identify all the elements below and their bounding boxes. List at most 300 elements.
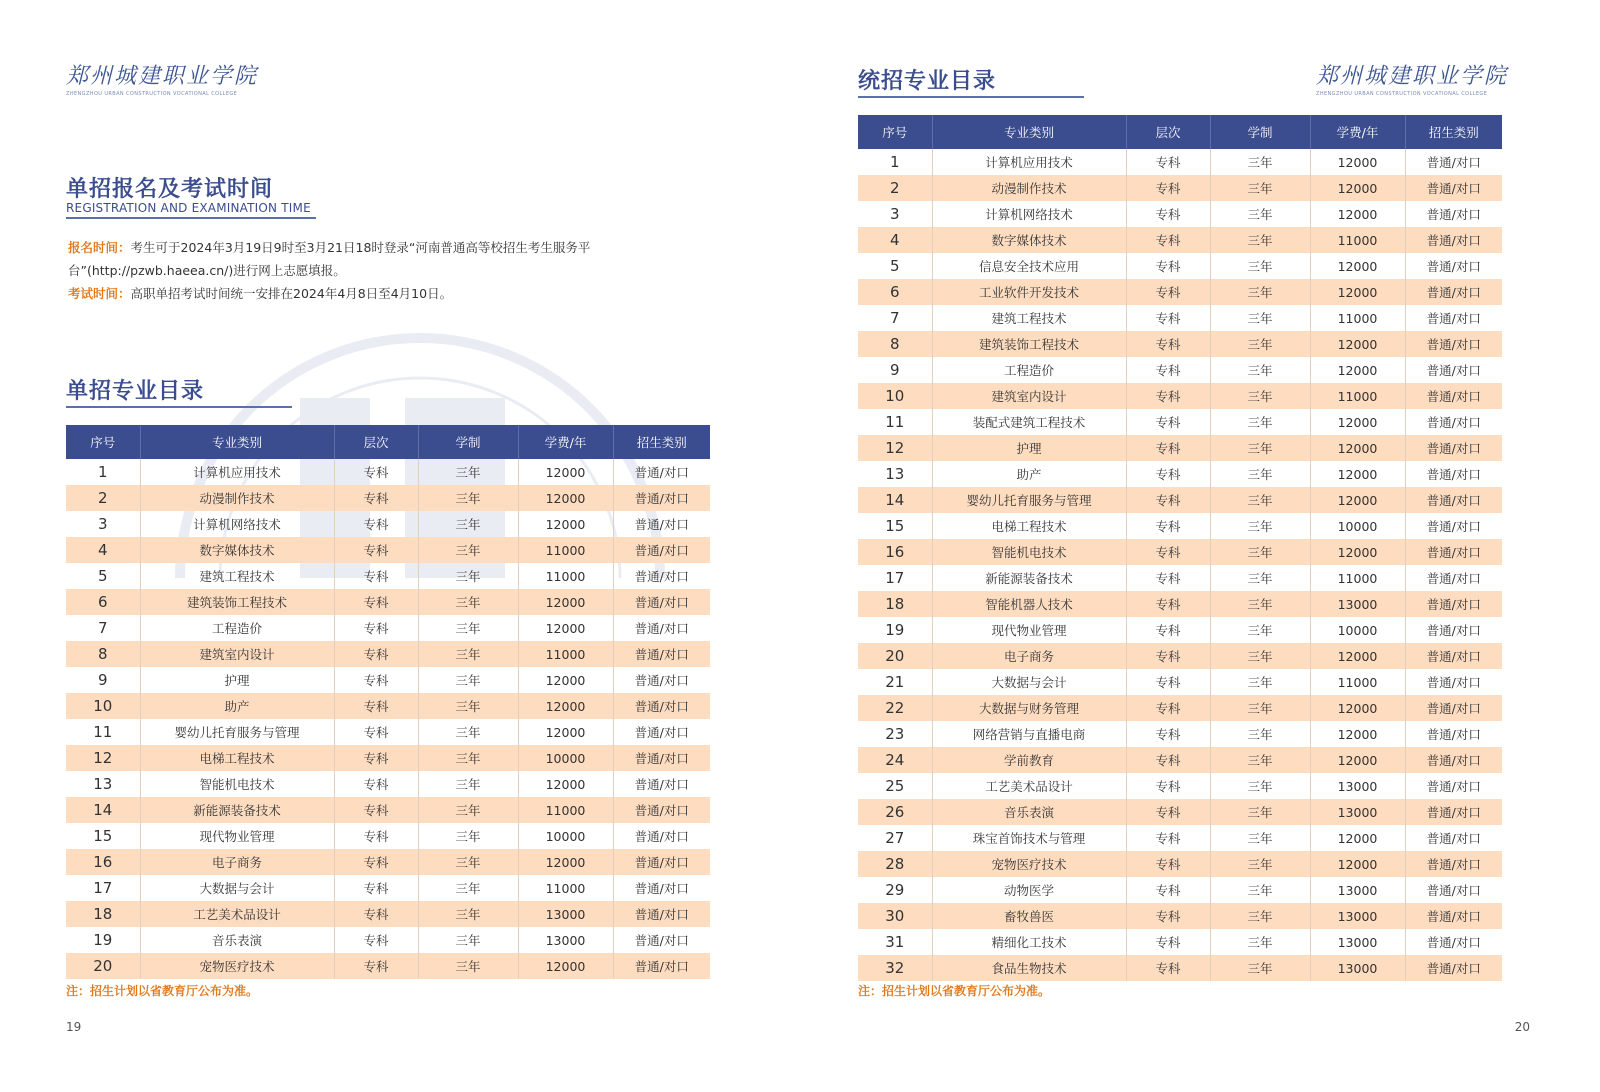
- table-cell: 12000: [518, 511, 613, 537]
- table-row: [66, 693, 710, 719]
- table-cell: 现代物业管理: [932, 617, 1126, 643]
- table-cell: 12000: [518, 589, 613, 615]
- table-cell: 13000: [518, 927, 613, 953]
- exam-time-text: 高职单招考试时间统一安排在2024年4月8日至4月10日。: [130, 286, 453, 301]
- table-row: [858, 487, 1502, 513]
- table-cell: 12000: [1310, 435, 1405, 461]
- table-cell: 11000: [1310, 669, 1405, 695]
- table-cell: 普通/对口: [1405, 955, 1502, 981]
- table-cell: 11000: [518, 641, 613, 667]
- table-cell: 12000: [1310, 331, 1405, 357]
- table-row: [66, 901, 710, 927]
- table-row: [858, 565, 1502, 591]
- table-cell: 普通/对口: [1405, 539, 1502, 565]
- table-cell: 22: [858, 695, 932, 721]
- table-cell: 宠物医疗技术: [932, 851, 1126, 877]
- table-cell: 普通/对口: [1426, 883, 1481, 898]
- table-cell: 专科: [1126, 617, 1210, 643]
- table-row: [66, 719, 710, 745]
- table-row: [66, 589, 710, 615]
- table-cell: 10000: [1310, 513, 1405, 539]
- table-cell: 专科: [1126, 539, 1210, 565]
- table-cell: 三年: [1210, 929, 1310, 955]
- exam-time: [68, 282, 728, 305]
- table-cell: 数字媒体技术: [932, 227, 1126, 253]
- table-row: [66, 511, 710, 537]
- table-cell: 专科: [1126, 773, 1210, 799]
- table-cell: 普通/对口: [1405, 903, 1502, 929]
- table-cell: 三年: [418, 771, 518, 797]
- table-cell: 珠宝首饰技术与管理: [932, 825, 1126, 851]
- table-cell: 18: [858, 591, 932, 617]
- table-cell: 12000: [1310, 487, 1405, 513]
- table-cell: 工程造价: [932, 357, 1126, 383]
- table-header-cell: 序号: [66, 425, 140, 459]
- single-enrollment-catalog-underline: [66, 406, 292, 408]
- table-cell: 4: [66, 537, 140, 563]
- table-cell: 普通/对口: [613, 797, 710, 823]
- table-cell: 普通/对口: [613, 641, 710, 667]
- table-cell: 三年: [418, 797, 518, 823]
- table-cell: 专科: [334, 667, 418, 693]
- table-cell: 三年: [418, 875, 518, 901]
- table-cell: 专科: [334, 459, 418, 485]
- table-cell: 音乐表演: [932, 799, 1126, 825]
- table-cell: 普通/对口: [1426, 207, 1481, 222]
- table-row: [66, 459, 710, 485]
- table-cell: 12000: [518, 459, 613, 485]
- table-cell: 专科: [1126, 409, 1210, 435]
- table-cell: 专科: [334, 901, 418, 927]
- table-row: [858, 253, 1502, 279]
- college-logo-text: 郑州城建职业学院: [1316, 64, 1509, 89]
- table-cell: 动漫制作技术: [140, 485, 334, 511]
- table-cell: 三年: [1210, 591, 1310, 617]
- table-cell: 专科: [334, 849, 418, 875]
- table-cell: 16: [858, 539, 932, 565]
- table-cell: 专科: [334, 875, 418, 901]
- table-cell: 普通/对口: [1405, 799, 1502, 825]
- table-cell: 智能机电技术: [932, 539, 1126, 565]
- table-cell: 2: [858, 175, 932, 201]
- table-cell: 7: [858, 305, 932, 331]
- table-cell: 11000: [1310, 383, 1405, 409]
- table-cell: 建筑装饰工程技术: [932, 331, 1126, 357]
- table-cell: 10: [858, 383, 932, 409]
- table-cell: 普通/对口: [1405, 695, 1502, 721]
- table-row: [858, 149, 1502, 175]
- table-cell: 专科: [1126, 149, 1210, 175]
- table-cell: 动物医学: [932, 877, 1126, 903]
- table-cell: 17: [66, 875, 140, 901]
- table-cell: 30: [858, 903, 932, 929]
- registration-info: [68, 236, 728, 305]
- table-cell: 普通/对口: [634, 673, 689, 688]
- table-cell: 三年: [1210, 201, 1310, 227]
- table-row: [66, 537, 710, 563]
- table-cell: 12000: [1310, 643, 1405, 669]
- single-enrollment-catalog-title: 单招专业目录: [66, 379, 205, 404]
- table-cell: 三年: [1210, 279, 1310, 305]
- table-cell: 三年: [418, 953, 518, 979]
- table-cell: 专科: [1126, 565, 1210, 591]
- table-cell: 三年: [418, 719, 518, 745]
- table-cell: 专科: [1126, 253, 1210, 279]
- table-cell: 27: [858, 825, 932, 851]
- table-header-cell: 招生类别: [1405, 115, 1502, 149]
- table-row: [858, 747, 1502, 773]
- table-cell: 信息安全技术应用: [932, 253, 1126, 279]
- table-cell: 宠物医疗技术: [140, 953, 334, 979]
- table-cell: 三年: [1210, 643, 1310, 669]
- table-cell: 13000: [1310, 773, 1405, 799]
- table-cell: 4: [858, 227, 932, 253]
- table-cell: 普通/对口: [1405, 487, 1502, 513]
- table-row: [858, 721, 1502, 747]
- table-cell: 三年: [418, 693, 518, 719]
- table-row: [858, 279, 1502, 305]
- table-cell: 三年: [418, 901, 518, 927]
- table-cell: 三年: [1210, 461, 1310, 487]
- table-cell: 普通/对口: [613, 849, 710, 875]
- table-cell: 13000: [1310, 955, 1405, 981]
- table-cell: 护理: [140, 667, 334, 693]
- table-row: [66, 953, 710, 979]
- table-cell: 12000: [1310, 695, 1405, 721]
- enrollment-note: 注：招生计划以省教育厅公布为准。: [858, 984, 1051, 998]
- table-cell: 音乐表演: [140, 927, 334, 953]
- table-cell: 29: [858, 877, 932, 903]
- table-cell: 普通/对口: [613, 485, 710, 511]
- table-cell: 7: [66, 615, 140, 641]
- table-cell: 普通/对口: [1405, 435, 1502, 461]
- table-cell: 专科: [1126, 643, 1210, 669]
- table-row: [66, 641, 710, 667]
- table-cell: 专科: [1126, 721, 1210, 747]
- table-cell: 三年: [1210, 435, 1310, 461]
- table-cell: 21: [858, 669, 932, 695]
- table-header-cell: 学费/年: [518, 425, 613, 459]
- table-cell: 12000: [1310, 461, 1405, 487]
- table-cell: 普通/对口: [1426, 623, 1481, 638]
- table-cell: 普通/对口: [1426, 935, 1481, 950]
- table-cell: 普通/对口: [634, 829, 689, 844]
- table-cell: 建筑装饰工程技术: [140, 589, 334, 615]
- table-row: [858, 461, 1502, 487]
- table-cell: 12000: [518, 771, 613, 797]
- enrollment-note: 注：招生计划以省教育厅公布为准。: [66, 984, 259, 998]
- table-cell: 护理: [932, 435, 1126, 461]
- table-cell: 普通/对口: [1405, 851, 1502, 877]
- table-cell: 建筑工程技术: [140, 563, 334, 589]
- table-row: [858, 513, 1502, 539]
- table-cell: 三年: [418, 849, 518, 875]
- table-cell: 12000: [1310, 851, 1405, 877]
- table-cell: 智能机电技术: [140, 771, 334, 797]
- table-cell: 大数据与财务管理: [932, 695, 1126, 721]
- table-cell: 三年: [1210, 409, 1310, 435]
- table-cell: 13000: [1310, 591, 1405, 617]
- table-cell: 专科: [1126, 357, 1210, 383]
- table-cell: 三年: [418, 667, 518, 693]
- table-row: [858, 929, 1502, 955]
- table-cell: 12000: [1310, 201, 1405, 227]
- table-cell: 11000: [518, 875, 613, 901]
- table-cell: 动漫制作技术: [932, 175, 1126, 201]
- table-cell: 三年: [1210, 383, 1310, 409]
- table-cell: 三年: [1210, 227, 1310, 253]
- table-cell: 普通/对口: [634, 881, 689, 896]
- table-cell: 三年: [1210, 799, 1310, 825]
- table-cell: 三年: [1210, 253, 1310, 279]
- table-cell: 普通/对口: [1405, 383, 1502, 409]
- table-row: [858, 643, 1502, 669]
- registration-title: 单招报名及考试时间: [66, 177, 274, 202]
- single-enrollment-catalog-table: [66, 425, 710, 979]
- table-cell: 普通/对口: [1426, 467, 1481, 482]
- table-cell: 新能源装备技术: [140, 797, 334, 823]
- table-cell: 普通/对口: [613, 953, 710, 979]
- table-cell: 计算机网络技术: [932, 201, 1126, 227]
- table-cell: 食品生物技术: [932, 955, 1126, 981]
- table-cell: 专科: [334, 927, 418, 953]
- table-cell: 专科: [1126, 825, 1210, 851]
- table-cell: 三年: [1210, 539, 1310, 565]
- table-header-cell: 学费/年: [1310, 115, 1405, 149]
- table-cell: 专科: [1126, 461, 1210, 487]
- table-cell: 普通/对口: [634, 517, 689, 532]
- table-cell: 建筑室内设计: [140, 641, 334, 667]
- table-cell: 12000: [1310, 357, 1405, 383]
- table-cell: 工业软件开发技术: [932, 279, 1126, 305]
- table-cell: 12000: [518, 719, 613, 745]
- table-cell: 三年: [1210, 513, 1310, 539]
- table-cell: 专科: [334, 615, 418, 641]
- table-cell: 普通/对口: [1405, 279, 1502, 305]
- table-cell: 三年: [1210, 773, 1310, 799]
- table-cell: 10: [66, 693, 140, 719]
- table-cell: 普通/对口: [1405, 175, 1502, 201]
- table-cell: 普通/对口: [634, 725, 689, 740]
- table-cell: 12000: [518, 485, 613, 511]
- table-cell: 专科: [1126, 695, 1210, 721]
- table-row: [858, 669, 1502, 695]
- table-cell: 6: [66, 589, 140, 615]
- table-cell: 2: [66, 485, 140, 511]
- table-cell: 5: [858, 253, 932, 279]
- table-cell: 12000: [1310, 825, 1405, 851]
- table-cell: 电子商务: [932, 643, 1126, 669]
- table-cell: 大数据与会计: [932, 669, 1126, 695]
- table-cell: 9: [66, 667, 140, 693]
- table-cell: 三年: [418, 589, 518, 615]
- table-cell: 20: [66, 953, 140, 979]
- table-cell: 三年: [418, 459, 518, 485]
- table-cell: 三年: [418, 823, 518, 849]
- page-number: 20: [1514, 1020, 1530, 1034]
- table-cell: 普通/对口: [1405, 747, 1502, 773]
- table-cell: 畜牧兽医: [932, 903, 1126, 929]
- unified-enrollment-catalog-table: [858, 115, 1502, 981]
- table-cell: 专科: [1126, 513, 1210, 539]
- table-row: [858, 227, 1502, 253]
- table-cell: 专科: [1126, 591, 1210, 617]
- table-cell: 专科: [334, 563, 418, 589]
- table-cell: 三年: [1210, 825, 1310, 851]
- table-cell: 15: [858, 513, 932, 539]
- table-row: [66, 485, 710, 511]
- table-cell: 三年: [1210, 617, 1310, 643]
- table-cell: 3: [858, 201, 932, 227]
- table-cell: 11: [66, 719, 140, 745]
- table-cell: 装配式建筑工程技术: [932, 409, 1126, 435]
- table-cell: 专科: [334, 719, 418, 745]
- table-cell: 10000: [1310, 617, 1405, 643]
- table-cell: 12000: [1310, 253, 1405, 279]
- table-cell: 13: [858, 461, 932, 487]
- table-cell: 12000: [518, 953, 613, 979]
- table-cell: 网络营销与直播电商: [932, 721, 1126, 747]
- table-row: [858, 357, 1502, 383]
- table-header-cell: 学制: [1210, 115, 1310, 149]
- table-row: [858, 773, 1502, 799]
- table-cell: 14: [858, 487, 932, 513]
- table-cell: 计算机应用技术: [932, 149, 1126, 175]
- table-cell: 普通/对口: [1426, 727, 1481, 742]
- table-cell: 专科: [1126, 331, 1210, 357]
- table-header-cell: 专业类别: [932, 115, 1126, 149]
- registration-time-label: 报名时间：: [68, 240, 131, 255]
- table-cell: 12: [66, 745, 140, 771]
- table-cell: 建筑工程技术: [932, 305, 1126, 331]
- table-cell: 三年: [1210, 955, 1310, 981]
- table-cell: 专科: [1126, 227, 1210, 253]
- table-cell: 现代物业管理: [140, 823, 334, 849]
- table-cell: 普通/对口: [1426, 519, 1481, 534]
- table-header-cell: 专业类别: [140, 425, 334, 459]
- table-cell: 工艺美术品设计: [932, 773, 1126, 799]
- table-cell: 电梯工程技术: [932, 513, 1126, 539]
- table-cell: 普通/对口: [634, 621, 689, 636]
- table-cell: 13000: [518, 901, 613, 927]
- table-cell: 专科: [334, 771, 418, 797]
- table-cell: 三年: [418, 615, 518, 641]
- table-cell: 11: [858, 409, 932, 435]
- table-cell: 三年: [418, 927, 518, 953]
- table-cell: 11000: [1310, 227, 1405, 253]
- table-cell: 20: [858, 643, 932, 669]
- table-cell: 专科: [1126, 435, 1210, 461]
- table-cell: 计算机网络技术: [140, 511, 334, 537]
- table-row: [66, 823, 710, 849]
- table-cell: 专科: [1126, 279, 1210, 305]
- table-cell: 14: [66, 797, 140, 823]
- table-cell: 12000: [1310, 175, 1405, 201]
- table-cell: 11000: [1310, 305, 1405, 331]
- table-header-cell: 层次: [1126, 115, 1210, 149]
- college-logo-text: 郑州城建职业学院: [66, 64, 259, 89]
- table-row: [66, 563, 710, 589]
- table-cell: 专科: [1126, 175, 1210, 201]
- table-row: [66, 797, 710, 823]
- table-cell: 12000: [1310, 539, 1405, 565]
- table-row: [858, 539, 1502, 565]
- table-cell: 11000: [1310, 565, 1405, 591]
- table-row: [858, 799, 1502, 825]
- table-cell: 三年: [1210, 695, 1310, 721]
- table-cell: 电梯工程技术: [140, 745, 334, 771]
- table-cell: 三年: [1210, 305, 1310, 331]
- table-cell: 学前教育: [932, 747, 1126, 773]
- table-cell: 25: [858, 773, 932, 799]
- table-cell: 普通/对口: [1426, 831, 1481, 846]
- table-cell: 三年: [418, 511, 518, 537]
- table-header-cell: 层次: [334, 425, 418, 459]
- table-cell: 专科: [1126, 201, 1210, 227]
- table-cell: 专科: [1126, 929, 1210, 955]
- table-cell: 三年: [1210, 565, 1310, 591]
- table-cell: 11000: [518, 537, 613, 563]
- table-cell: 9: [858, 357, 932, 383]
- table-cell: 普通/对口: [1426, 363, 1481, 378]
- table-cell: 专科: [1126, 799, 1210, 825]
- table-row: [858, 695, 1502, 721]
- table-cell: 三年: [1210, 487, 1310, 513]
- table-cell: 三年: [1210, 851, 1310, 877]
- college-logo: [66, 64, 259, 104]
- table-row: [858, 591, 1502, 617]
- table-cell: 普通/对口: [613, 901, 710, 927]
- table-cell: 普通/对口: [634, 569, 689, 584]
- table-row: [858, 851, 1502, 877]
- table-cell: 12000: [518, 849, 613, 875]
- table-cell: 助产: [140, 693, 334, 719]
- table-row: [858, 383, 1502, 409]
- table-cell: 1: [66, 459, 140, 485]
- table-row: [858, 955, 1502, 981]
- table-cell: 三年: [1210, 175, 1310, 201]
- table-cell: 三年: [418, 563, 518, 589]
- table-cell: 普通/对口: [1426, 155, 1481, 170]
- table-cell: 24: [858, 747, 932, 773]
- table-row: [858, 617, 1502, 643]
- table-cell: 11000: [518, 563, 613, 589]
- table-cell: 三年: [1210, 669, 1310, 695]
- table-row: [858, 331, 1502, 357]
- registration-time-text: 考生可于2024年3月19日9时至3月21日18时登录“河南普通高等校招生考生服务平台”(http://pzwb.haeea.cn/)进行网上志愿填报。: [68, 240, 591, 278]
- table-cell: 工程造价: [140, 615, 334, 641]
- table-cell: 精细化工技术: [932, 929, 1126, 955]
- table-cell: 专科: [1126, 383, 1210, 409]
- table-row: [66, 667, 710, 693]
- table-cell: 普通/对口: [1426, 259, 1481, 274]
- table-cell: 11000: [518, 797, 613, 823]
- table-cell: 普通/对口: [613, 745, 710, 771]
- college-logo: [1316, 64, 1509, 104]
- table-cell: 专科: [1126, 487, 1210, 513]
- table-cell: 普通/对口: [1405, 331, 1502, 357]
- table-row: [858, 305, 1502, 331]
- table-cell: 专科: [1126, 747, 1210, 773]
- table-cell: 婴幼儿托育服务与管理: [140, 719, 334, 745]
- exam-time-label: 考试时间：: [68, 286, 131, 301]
- table-cell: 新能源装备技术: [932, 565, 1126, 591]
- table-row: [858, 175, 1502, 201]
- table-cell: 婴幼儿托育服务与管理: [932, 487, 1126, 513]
- table-cell: 普通/对口: [1426, 571, 1481, 586]
- table-cell: 电子商务: [140, 849, 334, 875]
- college-logo-subtitle: ZHENGZHOU URBAN CONSTRUCTION VOCATIONAL COLLEGE: [66, 91, 238, 97]
